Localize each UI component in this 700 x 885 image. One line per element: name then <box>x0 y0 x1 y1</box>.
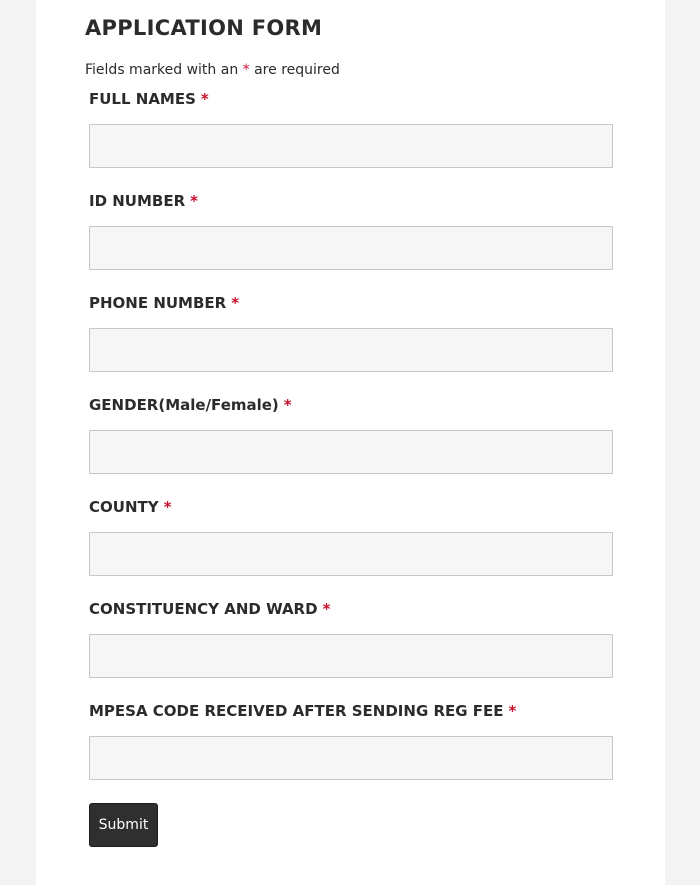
constituency-and-ward-label-text: CONSTITUENCY AND WARD <box>89 600 318 618</box>
id-number-input[interactable] <box>89 226 613 270</box>
required-star: * <box>163 498 172 516</box>
gender-label <box>89 396 292 414</box>
id-number-label-text: ID NUMBER <box>89 192 186 210</box>
id-number-label <box>89 192 198 210</box>
required-star: * <box>190 192 199 210</box>
constituency-and-ward-label <box>89 600 330 618</box>
submit-button[interactable]: Submit <box>89 803 158 847</box>
county-label-text: COUNTY <box>89 498 159 516</box>
required-star: * <box>242 62 250 78</box>
full-names-input[interactable] <box>89 124 613 168</box>
required-fields-note <box>85 62 340 78</box>
required-star: * <box>322 600 331 618</box>
phone-number-label-text: PHONE NUMBER <box>89 294 227 312</box>
phone-number-label <box>89 294 239 312</box>
required-star: * <box>231 294 240 312</box>
gender-label-text: GENDER(Male/Female) <box>89 396 279 414</box>
full-names-label-text: FULL NAMES <box>89 90 196 108</box>
phone-number-input[interactable] <box>89 328 613 372</box>
county-label <box>89 498 171 516</box>
mpesa-code-input[interactable] <box>89 736 613 780</box>
gender-input[interactable] <box>89 430 613 474</box>
required-star: * <box>283 396 292 414</box>
form-title: APPLICATION FORM <box>85 16 323 40</box>
mpesa-code-label <box>89 702 516 720</box>
required-star: * <box>200 90 209 108</box>
full-names-label <box>89 90 209 108</box>
required-note-text-before: Fields marked with an <box>85 62 243 78</box>
mpesa-code-label-text: MPESA CODE RECEIVED AFTER SENDING REG FEE <box>89 702 504 720</box>
constituency-and-ward-input[interactable] <box>89 634 613 678</box>
required-note-text-after: are required <box>249 62 340 78</box>
county-input[interactable] <box>89 532 613 576</box>
required-star: * <box>508 702 517 720</box>
